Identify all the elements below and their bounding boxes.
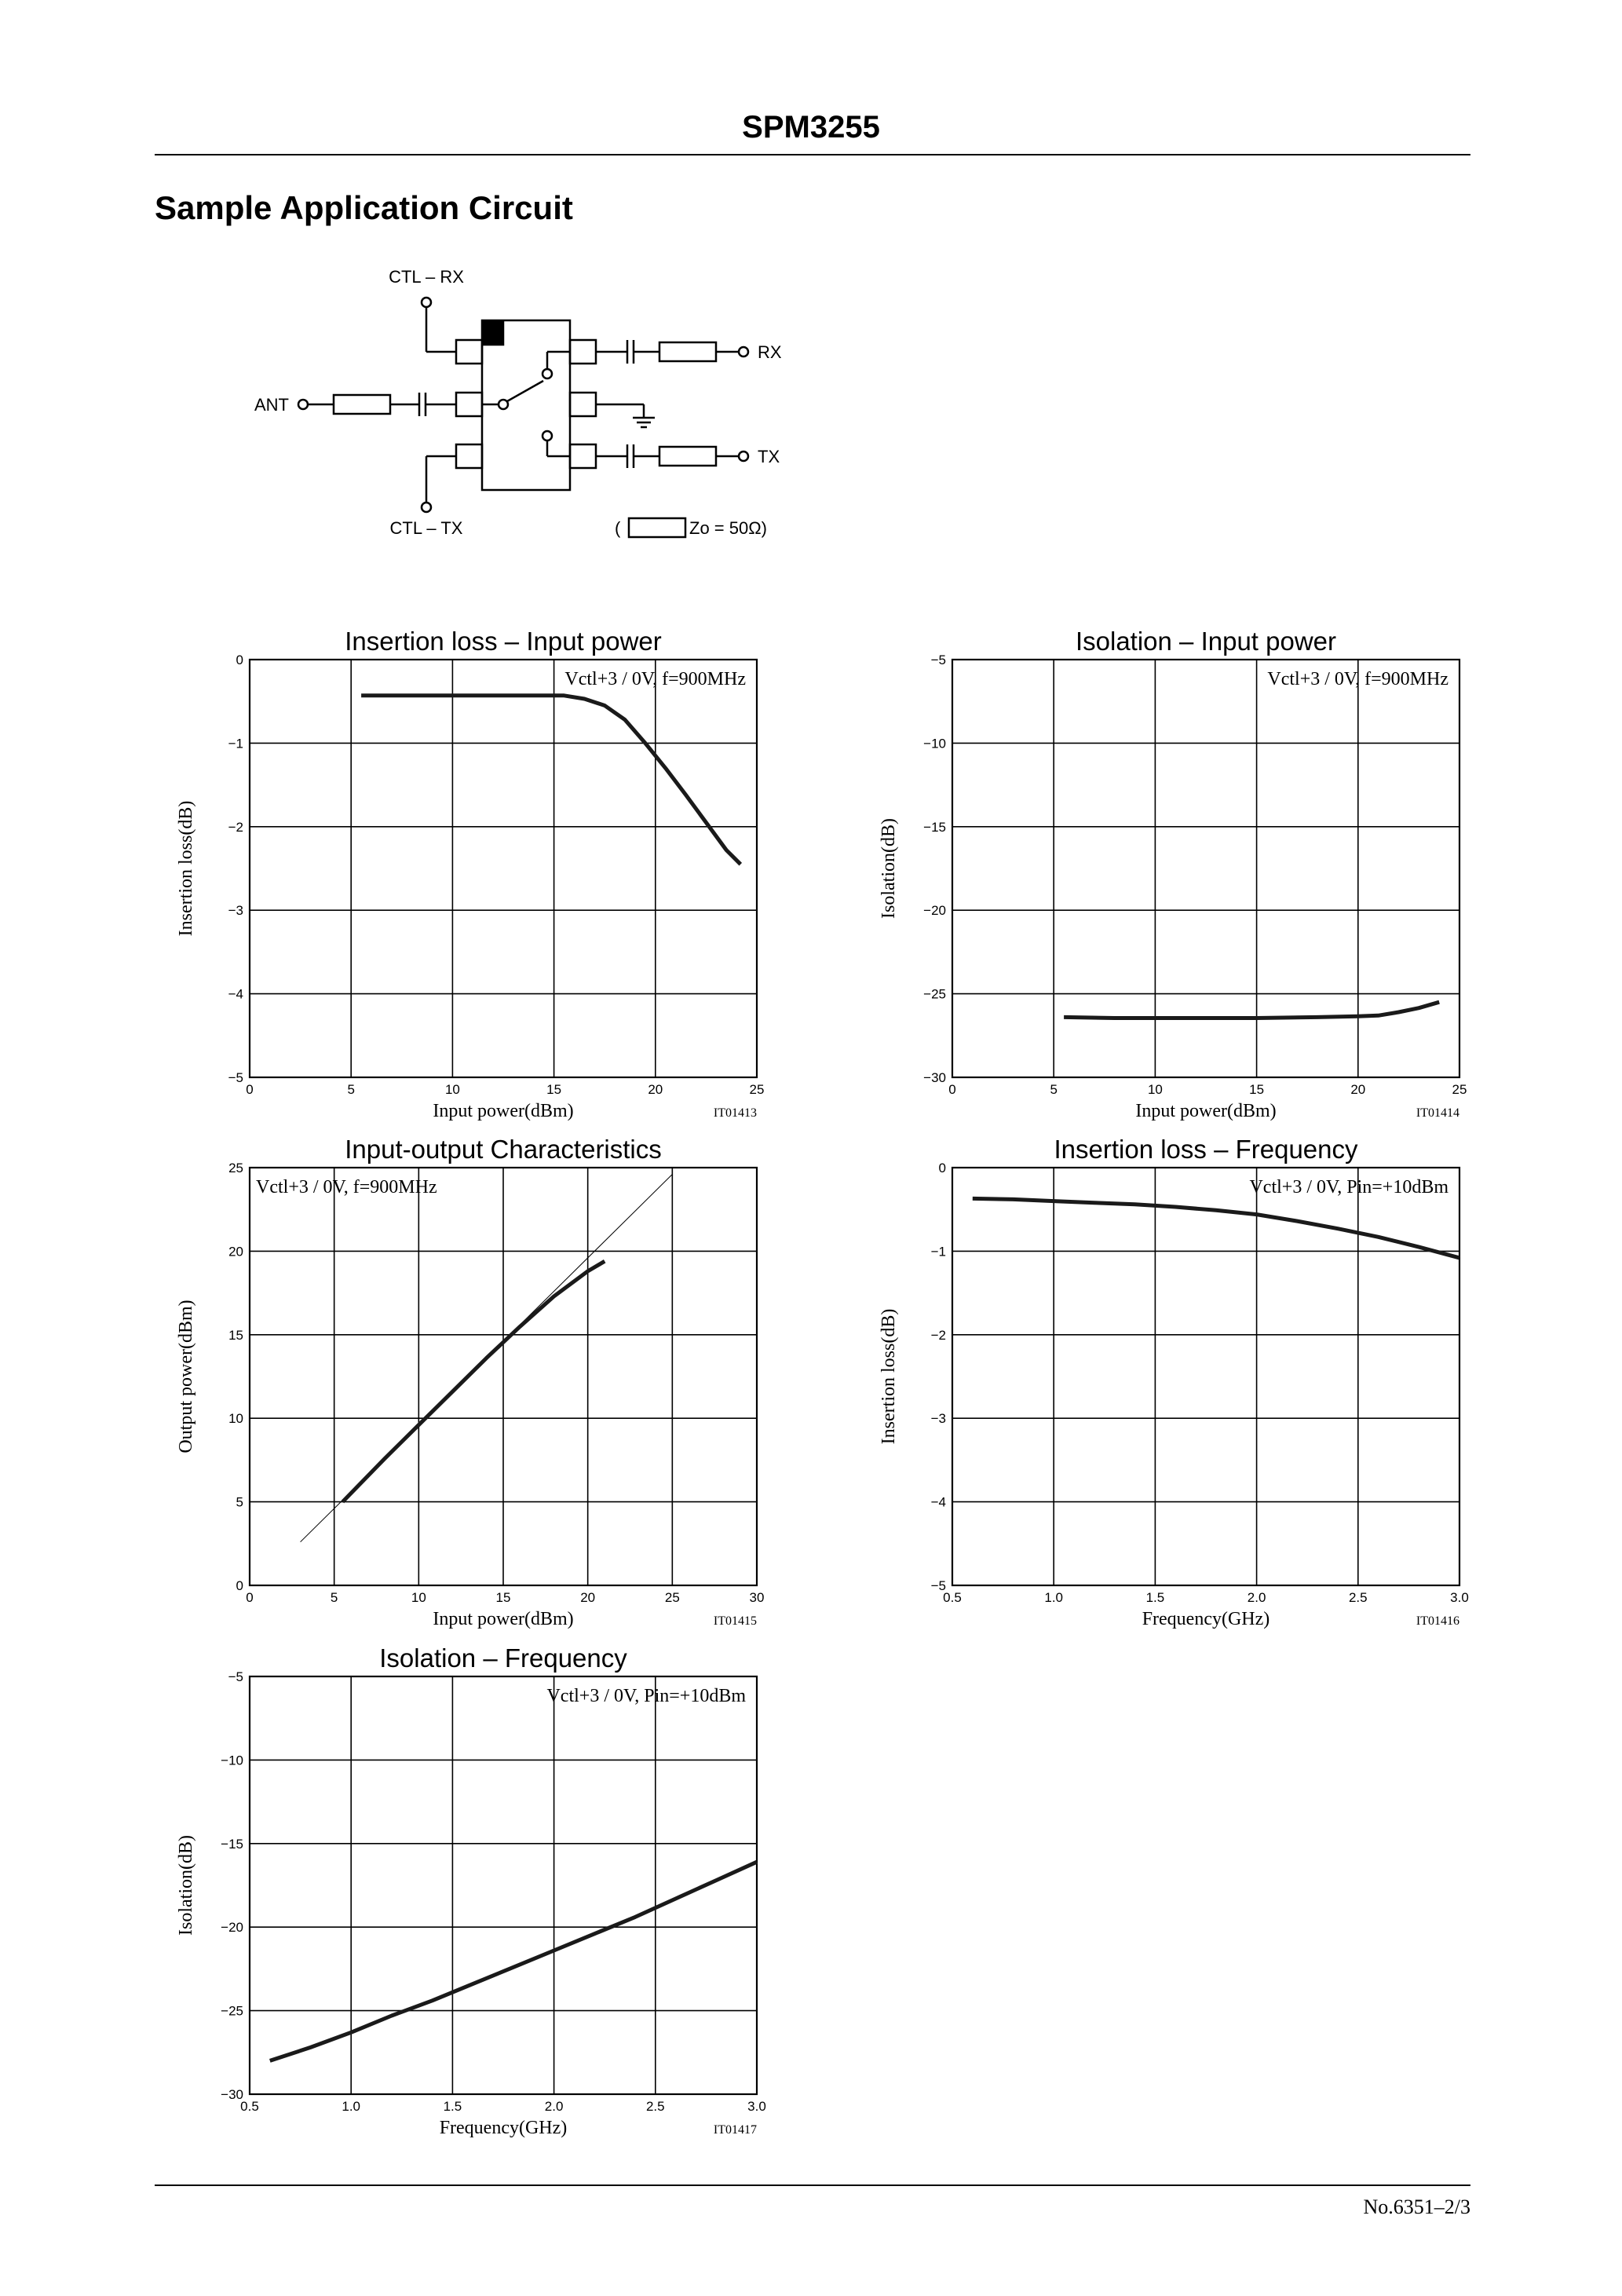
chart-4-x-tick-label: 0.5 [943, 1590, 962, 1605]
chart-1-x-tick-label: 5 [347, 1082, 355, 1097]
chart-2-x-tick-label: 20 [1350, 1082, 1366, 1097]
chart-4-y-axis-label: Insertion loss(dB) [879, 1308, 899, 1445]
chart-3-title: Input-output Characteristics [345, 1135, 662, 1164]
chart-1-x-tick-label: 0 [246, 1082, 254, 1097]
chart-4-x-tick-label: 3.0 [1450, 1590, 1469, 1605]
chart-2-y-tick-label: −20 [923, 903, 946, 919]
chart-4-condition-note: Vctl+3 / 0V, Pin=+10dBm [1249, 1177, 1448, 1197]
chart-1-y-tick-label: −3 [228, 903, 243, 919]
chart-4-y-tick-label: −5 [930, 1578, 946, 1593]
chart-5-y-tick-label: −30 [221, 2087, 243, 2102]
chart-2-y-axis-label: Isolation(dB) [879, 818, 899, 919]
chart-3-x-tick-label: 25 [664, 1590, 680, 1605]
chart-2-x-axis-label: Input power(dBm) [1135, 1101, 1277, 1121]
chart-1-x-tick-label: 20 [648, 1082, 663, 1097]
chart-4 [879, 1135, 1469, 1629]
chart-4-y-tick-label: 0 [938, 1161, 946, 1175]
chart-2-x-tick-label: 10 [1147, 1082, 1163, 1097]
chart-5-y-axis-label: Isolation(dB) [176, 1835, 196, 1936]
ant-label: ANT [254, 395, 289, 415]
chart-3-x-tick-label: 20 [580, 1590, 596, 1605]
rx-label: RX [758, 342, 782, 362]
tx-label: TX [758, 447, 780, 466]
chart-1-x-axis-label: Input power(dBm) [433, 1101, 574, 1121]
chart-5-plot-frame [250, 1676, 757, 2094]
chart-1 [176, 627, 764, 1121]
chart-2-title: Isolation – Input power [1075, 627, 1337, 656]
chart-4-figure-code: IT01416 [1416, 1614, 1459, 1628]
chart-2-y-tick-label: −5 [930, 653, 946, 667]
chart-2-x-tick-label: 25 [1452, 1082, 1467, 1097]
chart-1-y-tick-label: −2 [228, 819, 243, 835]
chart-3-y-tick-label: 15 [228, 1327, 243, 1343]
chart-3-figure-code: IT01415 [713, 1614, 757, 1628]
chart-2-series-line [1064, 1002, 1439, 1018]
chart-5-series-line [270, 1862, 757, 2060]
chart-5-figure-code: IT01417 [713, 2123, 757, 2137]
chart-2 [879, 627, 1467, 1121]
chart-3-y-tick-label: 5 [236, 1494, 243, 1510]
chart-2-y-tick-label: −15 [923, 819, 946, 835]
chart-3-x-tick-label: 5 [330, 1590, 338, 1605]
chart-3-x-tick-label: 30 [749, 1590, 765, 1605]
chart-3-x-tick-label: 15 [495, 1590, 511, 1605]
chart-5-y-tick-label: −10 [221, 1753, 243, 1768]
chart-2-condition-note: Vctl+3 / 0V, f=900MHz [1267, 669, 1448, 689]
chart-4-y-tick-label: −2 [930, 1327, 946, 1343]
chart-2-y-tick-label: −25 [923, 986, 946, 1002]
chart-2-y-tick-label: −30 [923, 1070, 946, 1085]
chart-3-y-tick-label: 25 [228, 1161, 243, 1175]
chart-3-y-tick-label: 0 [236, 1578, 243, 1593]
chart-4-x-tick-label: 2.5 [1348, 1590, 1368, 1605]
footer-rule [155, 2184, 1470, 2186]
ctl-tx-label: CTL – TX [389, 518, 463, 538]
chart-1-x-tick-label: 10 [444, 1082, 460, 1097]
chart-2-figure-code: IT01414 [1416, 1106, 1459, 1120]
chart-4-x-tick-label: 1.5 [1145, 1590, 1165, 1605]
chart-3-series-line [342, 1261, 605, 1501]
chart-4-x-tick-label: 2.0 [1247, 1590, 1266, 1605]
chart-3-y-tick-label: 20 [228, 1244, 243, 1260]
chart-5-x-tick-label: 3.0 [747, 2099, 766, 2114]
chart-5-y-tick-label: −15 [221, 1836, 243, 1852]
chart-3-x-tick-label: 10 [411, 1590, 426, 1605]
chart-5-x-tick-label: 0.5 [240, 2099, 259, 2114]
chart-3-y-tick-label: 10 [228, 1411, 243, 1427]
chart-5-y-tick-label: −5 [228, 1669, 243, 1684]
chart-4-y-tick-label: −3 [930, 1411, 946, 1427]
chart-3 [176, 1135, 764, 1629]
chart-4-title: Insertion loss – Frequency [1054, 1135, 1358, 1164]
chart-1-y-axis-label: Insertion loss(dB) [176, 800, 196, 937]
chart-1-y-tick-label: −5 [228, 1070, 243, 1085]
chart-1-x-tick-label: 25 [749, 1082, 765, 1097]
chart-3-condition-note: Vctl+3 / 0V, f=900MHz [256, 1177, 437, 1197]
chart-1-title: Insertion loss – Input power [345, 627, 662, 656]
chart-4-plot-frame [952, 1168, 1459, 1585]
chart-1-condition-note: Vctl+3 / 0V, f=900MHz [564, 669, 746, 689]
chart-5-x-tick-label: 2.5 [645, 2099, 665, 2114]
chart-1-series-line [361, 696, 740, 865]
chart-4-y-tick-label: −1 [930, 1244, 946, 1260]
chart-4-x-axis-label: Frequency(GHz) [1142, 1609, 1270, 1629]
part-number: SPM3255 [742, 110, 880, 144]
ctl-rx-label: CTL – RX [389, 267, 464, 287]
chart-5-condition-note: Vctl+3 / 0V, Pin=+10dBm [546, 1686, 746, 1706]
chart-1-y-tick-label: −1 [228, 736, 243, 751]
impedance-note-open: ( [615, 518, 621, 538]
chart-1-plot-frame [250, 660, 757, 1077]
chart-2-x-tick-label: 0 [948, 1082, 956, 1097]
section-title: Sample Application Circuit [155, 189, 573, 226]
chart-5-x-axis-label: Frequency(GHz) [439, 2118, 568, 2138]
chart-1-y-tick-label: 0 [236, 653, 243, 667]
chart-5-y-tick-label: −20 [221, 1920, 243, 1936]
chart-1-x-tick-label: 15 [546, 1082, 562, 1097]
chart-3-x-axis-label: Input power(dBm) [433, 1609, 574, 1629]
chart-3-x-tick-label: 0 [246, 1590, 254, 1605]
chart-2-x-tick-label: 5 [1050, 1082, 1058, 1097]
chart-3-y-axis-label: Output power(dBm) [176, 1300, 196, 1453]
chart-2-x-tick-label: 15 [1249, 1082, 1265, 1097]
chart-5-x-tick-label: 1.0 [342, 2099, 361, 2114]
chart-5-x-tick-label: 1.5 [443, 2099, 462, 2114]
chart-1-y-tick-label: −4 [228, 986, 243, 1002]
chart-4-series-line [973, 1198, 1459, 1258]
chart-5-x-tick-label: 2.0 [544, 2099, 564, 2114]
chart-2-y-tick-label: −10 [923, 736, 946, 751]
chart-5 [176, 1643, 766, 2138]
chart-4-y-tick-label: −4 [930, 1494, 946, 1510]
impedance-note: Zo = 50Ω) [689, 518, 767, 538]
chart-1-figure-code: IT01413 [713, 1106, 757, 1120]
document-number: No.6351–2/3 [1363, 2195, 1470, 2218]
chart-4-x-tick-label: 1.0 [1044, 1590, 1064, 1605]
chart-5-y-tick-label: −25 [221, 2003, 243, 2019]
chart-5-title: Isolation – Frequency [379, 1643, 627, 1673]
